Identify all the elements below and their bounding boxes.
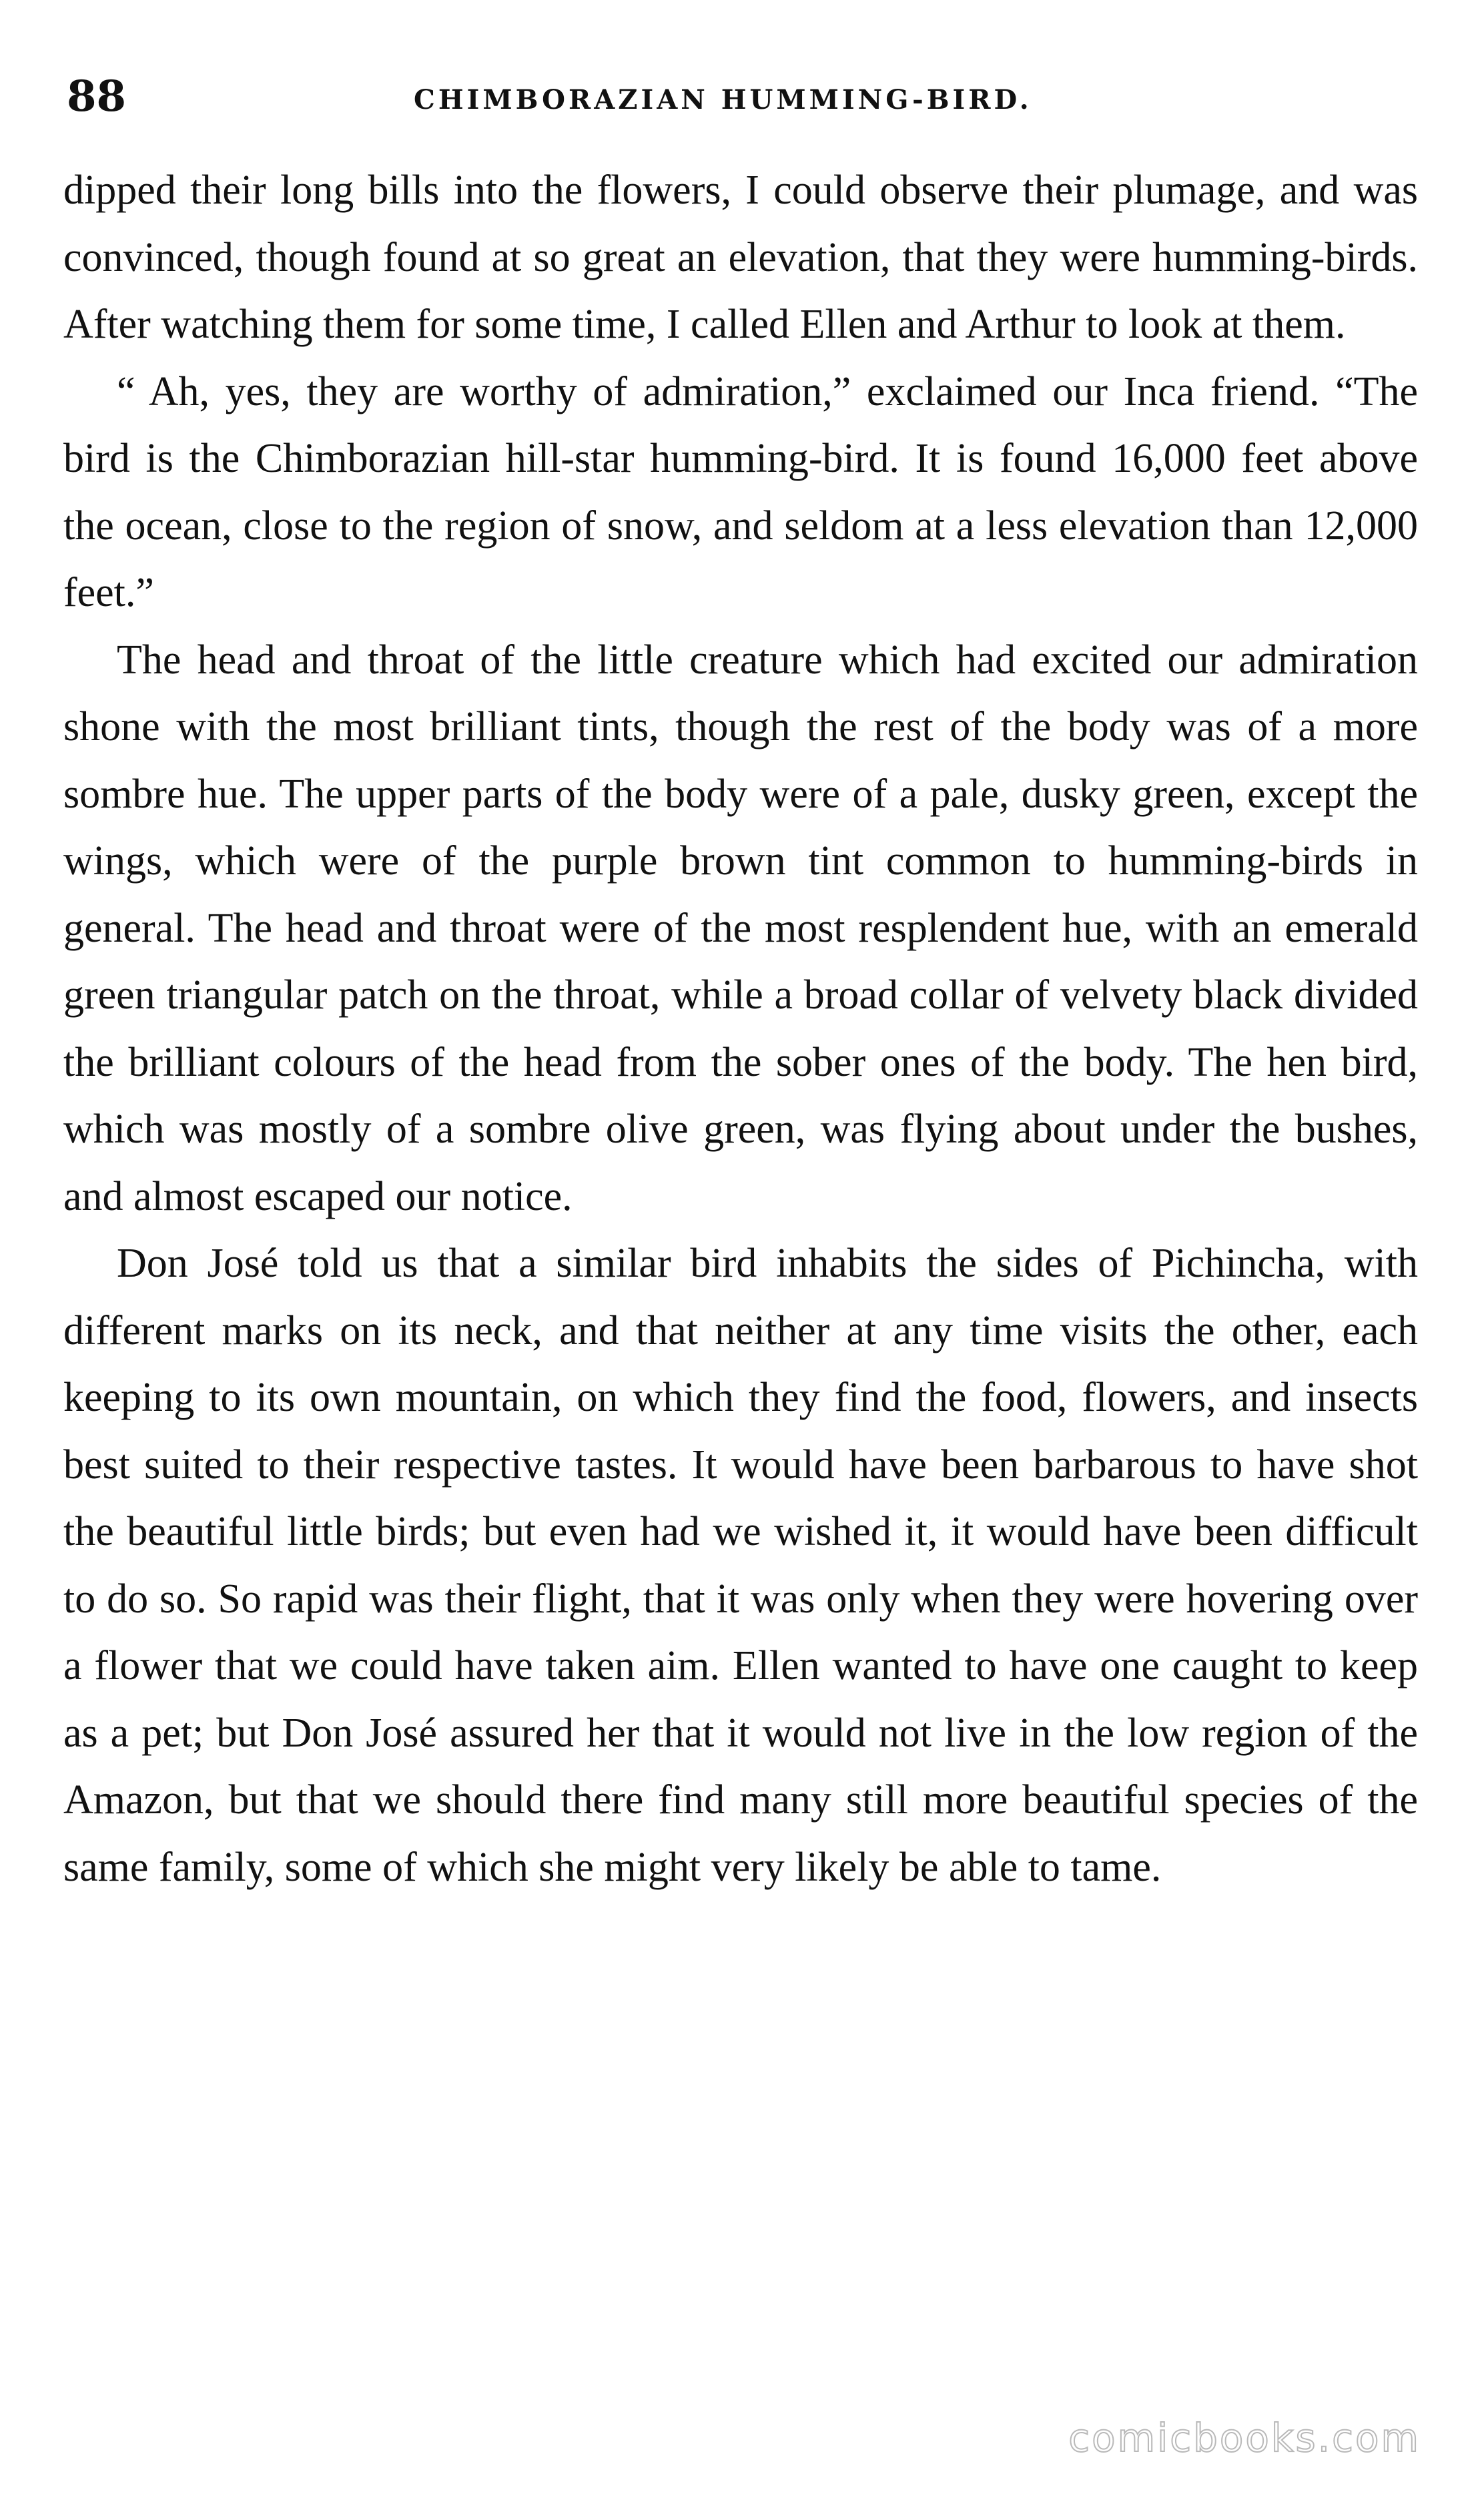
paragraph-4: Don José told us that a similar bird inhabits the sides of Pichincha, with different marks on its neck, and that neither at any time visits the other, each keeping to its own mountain, on which they find the food, flowers, and insects best suited to their respective tastes. It would have been barbarous to have shot the beautiful little birds; but even had we wished it, it would have been difficult to do so. So rapid was their flight, that it was only when they were hovering over a flower that we could have taken aim. Ellen wanted to have one caught to keep as a pet; but Don José assured her that it would not live in the low region of the Amazon, but that we should there find many still more beautiful species of the same family, some of which she might very likely be able to tame. [63, 1241, 1418, 1890]
watermark: comicbooks.com [1068, 2415, 1421, 2461]
body-text [63, 157, 1418, 1901]
chapter-title: CHIMBORAZIAN HUMMING-BIRD. [414, 84, 1032, 115]
page-number: 88 [67, 71, 127, 121]
running-head [67, 67, 1421, 140]
paragraph-3: The head and throat of the little creature which had excited our admiration shone with the most brilliant tints, though the rest of the body was of a more sombre hue. The upper parts of the body were of a pale, dusky green, except the wings, which were of the purple brown tint common to humming-birds in general. The head and throat were of the most resplendent hue, with an emerald green triangular patch on the throat, while a broad collar of velvety black divided the brilliant colours of the head from the sober ones of the body. The hen bird, which was mostly of a sombre olive green, was flying about under the bushes, and almost escaped our notice. [63, 637, 1418, 1219]
paragraph-1: dipped their long bills into the flowers, I could observe their plumage, and was convinced, though found at so great an elevation, that they were humming-birds. After watching them for some time, I called Ellen and Arthur to look at them. [63, 168, 1418, 347]
paragraph-2: “ Ah, yes, they are worthy of admiration,” exclaimed our Inca friend. “The bird is the Chimborazian hill-star humming-bird. It is found 16,000 feet above the ocean, close to the region of snow, and seldom at a less elevation than 12,000 feet.” [63, 368, 1418, 615]
